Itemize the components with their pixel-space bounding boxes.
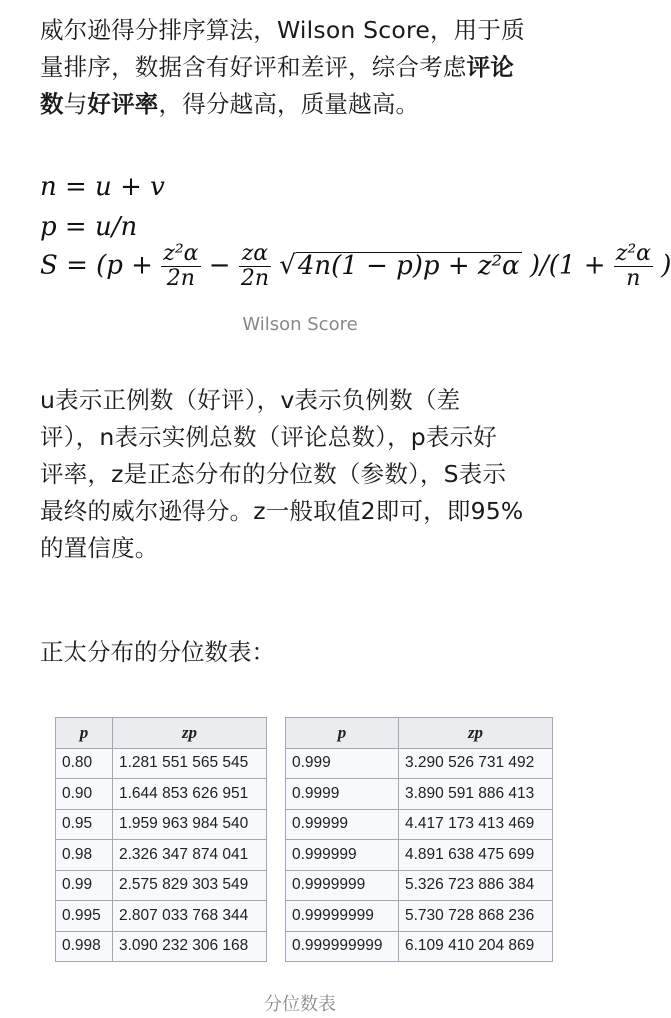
frac1-numerator: z²α — [163, 241, 199, 266]
cell-p: 0.90 — [56, 779, 113, 810]
cell-zp: 1.644 853 626 951 — [113, 779, 267, 810]
table-row — [56, 840, 267, 871]
frac3-denominator: n — [626, 266, 641, 291]
cell-zp: 2.807 033 768 344 — [113, 901, 267, 932]
table-row — [286, 840, 553, 871]
bold-term-count: 数 — [40, 90, 64, 118]
explanation-line-2: 评），n表示实例总数（评论总数），p表示好 — [40, 423, 498, 451]
header-zp: zp — [399, 718, 553, 749]
frac2-denominator: 2n — [240, 266, 270, 291]
cell-p: 0.9999999 — [286, 870, 399, 901]
cell-zp: 3.290 526 731 492 — [399, 748, 553, 779]
table-heading: 正太分布的分位数表： — [40, 638, 275, 666]
formula-line-s — [40, 242, 671, 291]
table-row — [56, 809, 267, 840]
frac1-denominator: 2n — [166, 266, 195, 291]
intro-and: 与 — [63, 90, 88, 118]
table-row — [56, 870, 267, 901]
formula-line-p: p = u/n — [40, 212, 138, 242]
fraction-z2-over-n — [614, 242, 653, 291]
cell-p: 0.995 — [56, 901, 113, 932]
cell-zp: 5.326 723 886 384 — [399, 870, 553, 901]
table-header-row — [286, 718, 553, 749]
cell-p: 0.99999 — [286, 809, 399, 840]
table-row — [56, 931, 267, 962]
formula-mid: )/(1 + — [529, 250, 606, 281]
cell-p: 0.999999999 — [286, 931, 399, 962]
explanation-line-5: 的置信度。 — [40, 534, 159, 562]
header-p: p — [286, 718, 399, 749]
table-row — [286, 870, 553, 901]
explanation-paragraph — [40, 382, 560, 567]
cell-p: 0.99999999 — [286, 901, 399, 932]
cell-zp: 3.090 232 306 168 — [113, 931, 267, 962]
formula-s-lhs: S = (p + — [40, 250, 153, 281]
header-p: p — [56, 718, 113, 749]
table-row — [56, 901, 267, 932]
frac3-numerator: z²α — [615, 241, 652, 266]
explanation-line-3: 评率，z是正态分布的分位数（参数），S表示 — [40, 460, 507, 488]
formula-caption: Wilson Score — [242, 314, 358, 335]
cell-zp: 1.281 551 565 545 — [113, 748, 267, 779]
cell-p: 0.95 — [56, 809, 113, 840]
bold-term-review: 评论 — [466, 53, 515, 81]
intro-line-3 — [40, 86, 560, 123]
header-zp: zp — [113, 718, 267, 749]
formula-minus: − — [208, 250, 231, 281]
cell-zp: 6.109 410 204 869 — [399, 931, 553, 962]
table-row — [286, 748, 553, 779]
formula-end: ) — [661, 250, 671, 281]
table-row — [56, 748, 267, 779]
quantile-table-right — [285, 717, 553, 962]
cell-zp: 5.730 728 868 236 — [399, 901, 553, 932]
intro-line-2 — [40, 49, 560, 86]
cell-p: 0.998 — [56, 931, 113, 962]
fraction-z2-over-2n — [161, 242, 200, 291]
table-row — [286, 901, 553, 932]
intro-line-3-text: ，得分越高，质量越高。 — [158, 90, 420, 118]
cell-zp: 2.575 829 303 549 — [113, 870, 267, 901]
table-header-row — [56, 718, 267, 749]
explanation-line-1: u表示正例数（好评），v表示负例数（差 — [40, 386, 461, 414]
wilson-formula — [40, 168, 671, 298]
intro-paragraph — [40, 12, 560, 123]
sqrt-radicand: 4n(1 − p)p + z²α — [297, 250, 520, 281]
sqrt-sign-icon: √ — [279, 250, 296, 281]
fraction-z-over-2n — [239, 242, 271, 291]
table-row — [56, 779, 267, 810]
table-row — [286, 931, 553, 962]
cell-p: 0.98 — [56, 840, 113, 871]
cell-p: 0.9999 — [286, 779, 399, 810]
table-row — [286, 779, 553, 810]
intro-line-1: 威尔逊得分排序算法，Wilson Score，用于质 — [40, 16, 525, 44]
formula-line-n: n = u + v — [40, 172, 165, 202]
cell-zp: 3.890 591 886 413 — [399, 779, 553, 810]
intro-line-2-text: 量排序，数据含有好评和差评，综合考虑 — [40, 53, 467, 81]
explanation-line-4: 最终的威尔逊得分。z一般取值2即可，即95% — [40, 497, 524, 525]
cell-p: 0.999 — [286, 748, 399, 779]
table-row — [286, 809, 553, 840]
cell-zp: 4.891 638 475 699 — [399, 840, 553, 871]
cell-p: 0.999999 — [286, 840, 399, 871]
cell-zp: 4.417 173 413 469 — [399, 809, 553, 840]
cell-zp: 1.959 963 984 540 — [113, 809, 267, 840]
frac2-numerator: zα — [239, 242, 271, 267]
cell-p: 0.99 — [56, 870, 113, 901]
quantile-table-left — [55, 717, 267, 962]
bold-term-rate: 好评率 — [87, 90, 159, 118]
cell-zp: 2.326 347 874 041 — [113, 840, 267, 871]
cell-p: 0.80 — [56, 748, 113, 779]
table-caption: 分位数表 — [264, 994, 336, 1015]
